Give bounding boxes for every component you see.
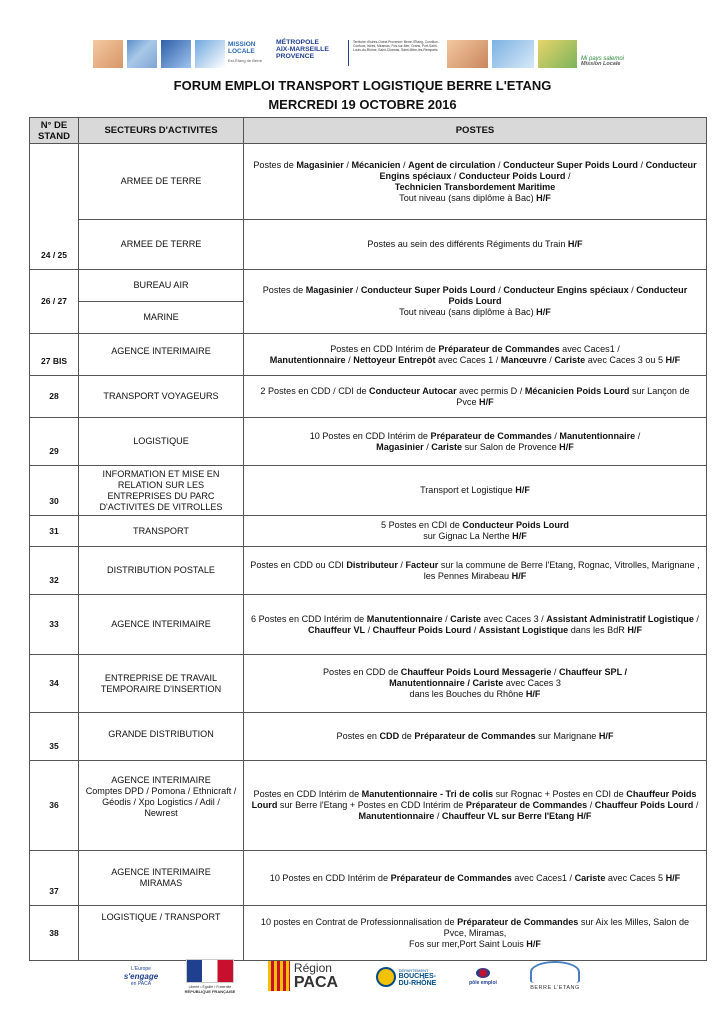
departement-line-1: DÉPARTEMENT xyxy=(398,967,429,973)
stand-number: 27 BIS xyxy=(30,334,79,376)
sector-cell: MARINE xyxy=(79,302,244,334)
mission-locale-photos xyxy=(93,40,233,68)
region-line-2: PACA xyxy=(293,973,339,991)
postes-cell: Postes en CDD ou CDI Distributeur / Facteur sur la commune de Berre l'Etang, Rognac, Vitrolles, Marignane , les Pennes Mirabeau H/F xyxy=(244,547,707,595)
stand-number: 35 xyxy=(30,713,79,761)
table-row xyxy=(30,334,707,376)
republique-name: RÉPUBLIQUE FRANÇAISE xyxy=(184,988,236,994)
stand-number: 36 xyxy=(30,761,79,851)
sector-cell: BUREAU AIR xyxy=(79,270,244,302)
departement-line-2: BOUCHES- xyxy=(398,972,436,980)
header-stand: N° DE STAND xyxy=(30,118,79,144)
europe-logo xyxy=(115,956,167,996)
stand-number: 24 / 25 xyxy=(30,144,79,270)
berre-logo xyxy=(520,956,590,996)
table-row xyxy=(30,466,707,516)
sector-cell: LOGISTIQUE xyxy=(79,418,244,466)
table-row xyxy=(30,761,707,851)
postes-cell: 10 postes en Contrat de Professionnalisation de Préparateur de Commandes sur Aix les Milles, Salon de Pvce, Miramas, Fos sur mer,Port Saint Louis H/F xyxy=(244,906,707,961)
sector-cell: AGENCE INTERIMAIRE Comptes DPD / Pomona / Ethnicraft / Géodis / Xpo Logistics / Adil / Newrest xyxy=(79,761,244,851)
table-row xyxy=(30,655,707,713)
postes-cell: Postes en CDD Intérim de Manutentionnaire - Tri de colis sur Rognac + Postes en CDI de Chauffeur Poids Lourd sur Berre l'Etang + Postes en CDD Intérim de Préparateur de Commandes / Chauffeur Poids Lourd / Manutentionnaire / Chauffeur VL sur Berre l'Etang H/F xyxy=(244,761,707,851)
postes-cell: 10 Postes en CDD Intérim de Préparateur de Commandes / Manutentionnaire / Magasinier / Cariste sur Salon de Provence H/F xyxy=(244,418,707,466)
metropole-logo xyxy=(276,40,346,60)
header-postes: POSTES xyxy=(244,118,707,144)
pole-emploi-text: pôle emploi xyxy=(469,980,497,986)
table-row xyxy=(30,220,707,270)
postes-cell: 5 Postes en CDI de Conducteur Poids Lourd sur Gignac La Nerthe H/F xyxy=(244,516,707,547)
region-line-1: Région xyxy=(293,960,332,975)
region-paca-logo xyxy=(258,958,348,994)
sector-cell: LOGISTIQUE / TRANSPORT xyxy=(79,906,244,961)
berre-wave-icon xyxy=(530,961,580,983)
table-row xyxy=(30,547,707,595)
table-row xyxy=(30,376,707,418)
region-shield-icon xyxy=(268,961,290,991)
republique-motto: Liberté • Égalité • Fraternité xyxy=(188,984,232,989)
sector-cell: TRANSPORT xyxy=(79,516,244,547)
footer-logos xyxy=(0,952,725,1012)
mission-locale-1-sub: Est-Étang de Berre xyxy=(228,58,263,63)
postes-cell: Postes en CDD de Chauffeur Poids Lourd Messagerie / Chauffeur SPL / Manutentionnaire / Cariste avec Caces 3 dans les Bouches du Rhône H/F xyxy=(244,655,707,713)
europe-line-1: L'Europe xyxy=(131,965,151,972)
departement-logo xyxy=(366,962,446,992)
stand-number: 32 xyxy=(30,547,79,595)
metropole-line-3: PROVENCE xyxy=(276,52,315,60)
photo-sky-icon xyxy=(492,40,533,68)
postes-cell: 2 Postes en CDD / CDI de Conducteur Autocar avec permis D / Mécanicien Poids Lourd sur Lançon de Pvce H/F xyxy=(244,376,707,418)
metropole-divider xyxy=(348,40,349,66)
pole-emploi-logo xyxy=(458,962,508,992)
photo-arrows-icon xyxy=(127,40,157,68)
sector-cell: TRANSPORT VOYAGEURS xyxy=(79,376,244,418)
page-date: MERCREDI 19 OCTOBRE 2016 xyxy=(268,97,457,112)
page-title: FORUM EMPLOI TRANSPORT LOGISTIQUE BERRE L'ETANG xyxy=(173,78,552,93)
postes-cell: Postes en CDD Intérim de Préparateur de Commandes avec Caces1 / Manutentionnaire / Nettoyeur Entrepôt avec Caces 1 / Manœuvre / Cariste avec Caces 3 ou 5 H/F xyxy=(244,334,707,376)
berre-text: BERRE L'ETANG xyxy=(530,985,580,991)
stand-number: 30 xyxy=(30,466,79,516)
mission-locale-2-photos xyxy=(447,40,577,68)
metropole-line-2: AIX-MARSEILLE xyxy=(276,45,329,53)
sector-cell: INFORMATION ET MISE EN RELATION SUR LES ENTREPRISES DU PARC D'ACTIVITES DE VITROLLES xyxy=(79,466,244,516)
sector-cell: AGENCE INTERIMAIRE xyxy=(79,334,244,376)
photo-woman-icon xyxy=(447,40,488,68)
mission-locale-2-slogan: Mi pays salemoi xyxy=(581,56,625,62)
photo-village-icon xyxy=(538,40,577,68)
sector-cell: GRANDE DISTRIBUTION xyxy=(79,713,244,761)
sector-cell: DISTRIBUTION POSTALE xyxy=(79,547,244,595)
stand-number: 34 xyxy=(30,655,79,713)
sector-cell: ARMEE DE TERRE xyxy=(79,220,244,270)
stands-table xyxy=(29,117,707,961)
postes-cell: Postes de Magasinier / Mécanicien / Agent de circulation / Conducteur Super Poids Lourd / Conducteur Engins spéciaux / Conducteur Poids Lourd / Technicien Transbordement Maritime Tout niveau (sans diplôme à Bac) H/F xyxy=(244,144,707,220)
table-row xyxy=(30,418,707,466)
mission-locale-logo-2 xyxy=(581,56,651,68)
postes-cell: Postes de Magasinier / Conducteur Super Poids Lourd / Conducteur Engins spéciaux / Conducteur Poids Lourd Tout niveau (sans diplôme à Bac) H/F xyxy=(244,270,707,334)
table-row xyxy=(30,713,707,761)
mission-locale-logo-1 xyxy=(228,42,268,63)
postes-cell: Transport et Logistique H/F xyxy=(244,466,707,516)
table-row xyxy=(30,516,707,547)
postes-cell: 10 Postes en CDD Intérim de Préparateur de Commandes avec Caces1 / Cariste avec Caces 5 H/F xyxy=(244,851,707,906)
stand-number: 31 xyxy=(30,516,79,547)
table-header-row xyxy=(30,118,707,144)
sector-cell: AGENCE INTERIMAIRE MIRAMAS xyxy=(79,851,244,906)
marianne-icon xyxy=(186,959,234,983)
table-row xyxy=(30,851,707,906)
republique-logo xyxy=(180,954,240,998)
metropole-line-1: MÉTROPOLE xyxy=(276,39,320,46)
table-row xyxy=(30,144,707,220)
stand-number: 28 xyxy=(30,376,79,418)
departement-emblem-icon xyxy=(376,967,396,987)
photo-person-icon xyxy=(93,40,123,68)
metropole-territory-text: Territoire d'Istres-Ouest Provence: Berre-l'Étang, Cornillon-Confoux, Istres, Miramas, Fos-sur-Mer, Grans, Port-Saint-Louis-du-Rhône, Saint-Chamas, Saint-Mitre-les-Remparts xyxy=(353,40,439,52)
postes-cell: Postes au sein des différents Régiments du Train H/F xyxy=(244,220,707,270)
sector-cell: ENTREPRISE DE TRAVAIL TEMPORAIRE D'INSERTION xyxy=(79,655,244,713)
photo-sea-icon xyxy=(161,40,191,68)
table-row xyxy=(30,595,707,655)
stand-number: 26 / 27 xyxy=(30,270,79,334)
stand-number: 33 xyxy=(30,595,79,655)
sector-cell: ARMEE DE TERRE xyxy=(79,144,244,220)
mission-locale-2-text: Mission Locale xyxy=(581,61,621,67)
departement-line-3: DU-RHÔNE xyxy=(398,979,437,987)
stand-number: 38 xyxy=(30,906,79,961)
stand-number: 37 xyxy=(30,851,79,906)
header-secteurs: SECTEURS D'ACTIVITES xyxy=(79,118,244,144)
header-banner xyxy=(0,0,725,80)
photo-bird-icon xyxy=(195,40,225,68)
postes-cell: 6 Postes en CDD Intérim de Manutentionnaire / Cariste avec Caces 3 / Assistant Administratif Logistique / Chauffeur VL / Chauffeur Poids Lourd / Assistant Logistique dans les BdR H/F xyxy=(244,595,707,655)
sector-cell: AGENCE INTERIMAIRE xyxy=(79,595,244,655)
postes-cell: Postes en CDD de Préparateur de Commandes sur Marignane H/F xyxy=(244,713,707,761)
mission-locale-1-text: MISSION LOCALE xyxy=(228,41,256,55)
stand-number: 29 xyxy=(30,418,79,466)
europe-line-2: s'engage xyxy=(123,971,159,981)
pole-emploi-icon xyxy=(476,968,490,978)
europe-line-3: en PACA xyxy=(130,980,152,987)
table-row xyxy=(30,270,707,302)
